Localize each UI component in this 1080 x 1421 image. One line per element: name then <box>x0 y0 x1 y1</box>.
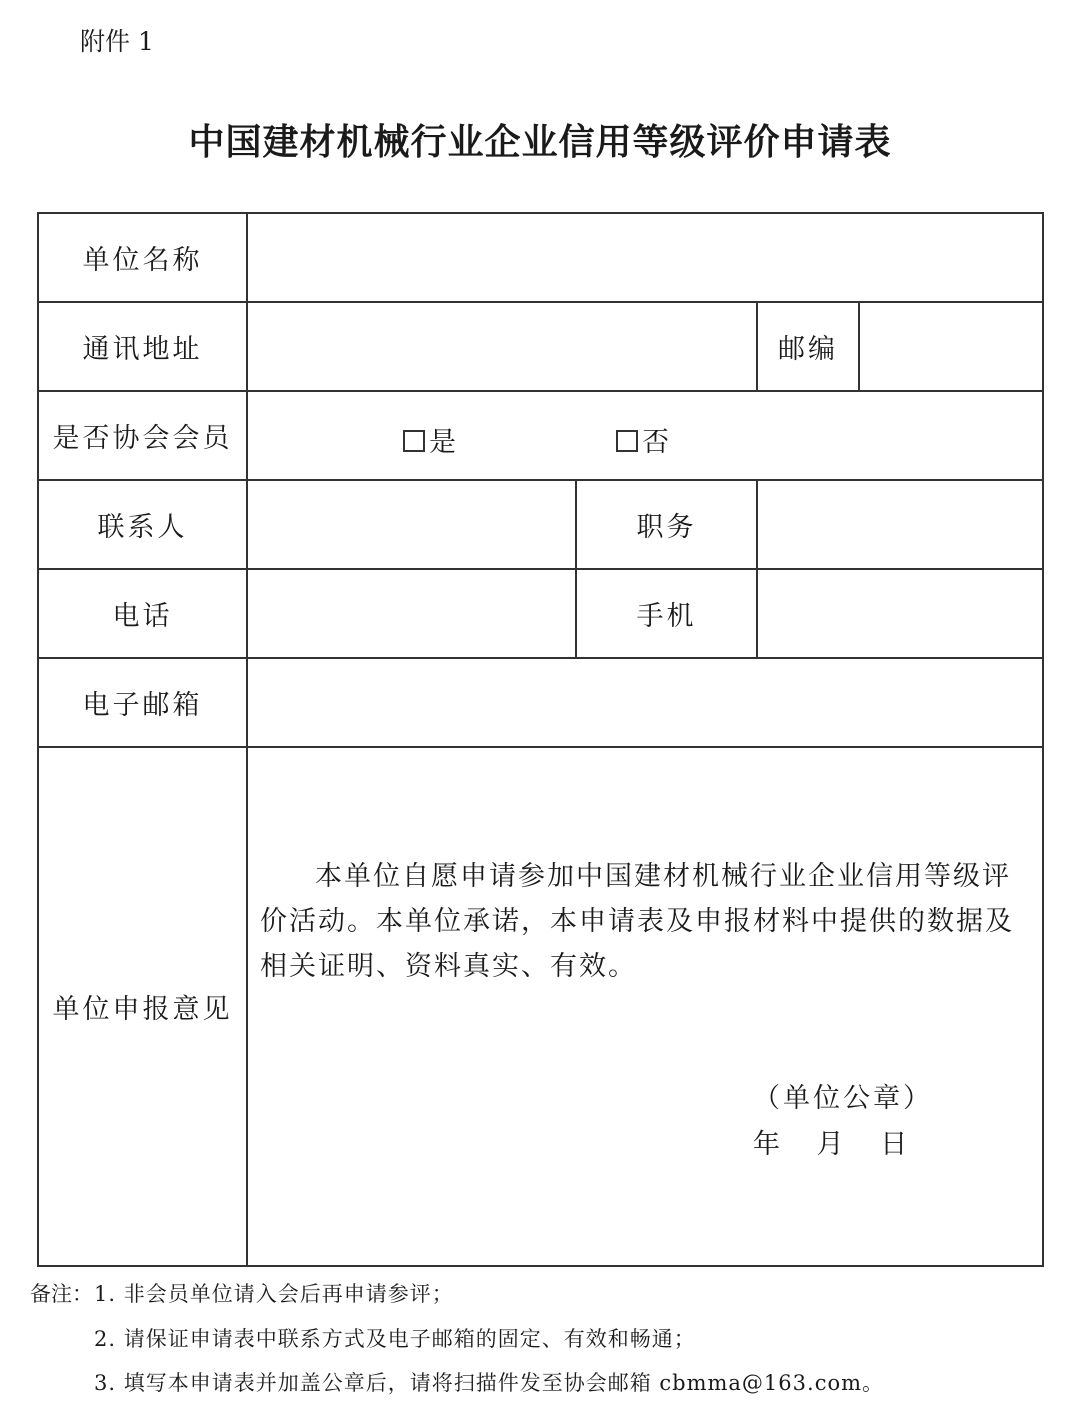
form-title: 中国建材机械行业企业信用等级评价申请表 <box>188 122 892 163</box>
member-yes-option[interactable] <box>403 420 456 459</box>
opinion-label: 单位申报意见 <box>38 747 247 1266</box>
phone-field[interactable] <box>247 569 576 658</box>
mobile-label: 手机 <box>576 569 757 658</box>
member-no-option[interactable] <box>616 420 669 459</box>
member-label: 是否协会会员 <box>38 391 247 480</box>
position-label: 职务 <box>576 480 757 569</box>
unit-name-label: 单位名称 <box>38 213 247 302</box>
member-options <box>247 391 1043 480</box>
notes-label: 备注： <box>30 1282 93 1306</box>
unit-name-field[interactable] <box>247 213 1043 302</box>
email-field[interactable] <box>247 658 1043 747</box>
email-label: 电子邮箱 <box>38 658 247 747</box>
date-year: 年 <box>753 1129 780 1160</box>
phone-label: 电话 <box>38 569 247 658</box>
declaration-text: 本单位自愿申请参加中国建材机械行业企业信用等级评价活动。本单位承诺，本申请表及申报材料中提供的数据及相关证明、资料真实、有效。 <box>260 861 1014 982</box>
date-month: 月 <box>816 1129 844 1160</box>
checkbox-icon[interactable] <box>403 430 425 452</box>
note-item: 1. 非会员单位请入会后再申请参评； <box>94 1282 454 1306</box>
mobile-field[interactable] <box>757 569 1043 658</box>
note-item: 3. 填写本申请表并加盖公章后，请将扫描件发至协会邮箱 cbmma@163.com。 <box>94 1371 885 1395</box>
opinion-cell <box>247 747 1043 1266</box>
address-label: 通讯地址 <box>38 302 247 391</box>
postcode-label: 邮编 <box>757 302 859 391</box>
position-field[interactable] <box>757 480 1043 569</box>
member-no-label: 否 <box>642 427 669 458</box>
checkbox-icon[interactable] <box>616 430 638 452</box>
postcode-field[interactable] <box>859 302 1043 391</box>
date-line <box>753 1122 935 1161</box>
contact-field[interactable] <box>247 480 576 569</box>
application-form-table <box>37 212 1044 1267</box>
note-item: 2. 请保证申请表中联系方式及电子邮箱的固定、有效和畅通； <box>94 1327 696 1351</box>
address-field[interactable] <box>247 302 757 391</box>
contact-label: 联系人 <box>38 480 247 569</box>
attachment-label: 附件 1 <box>80 27 154 56</box>
seal-label: （单位公章） <box>753 1083 933 1114</box>
date-day: 日 <box>880 1129 908 1160</box>
member-yes-label: 是 <box>429 427 456 458</box>
